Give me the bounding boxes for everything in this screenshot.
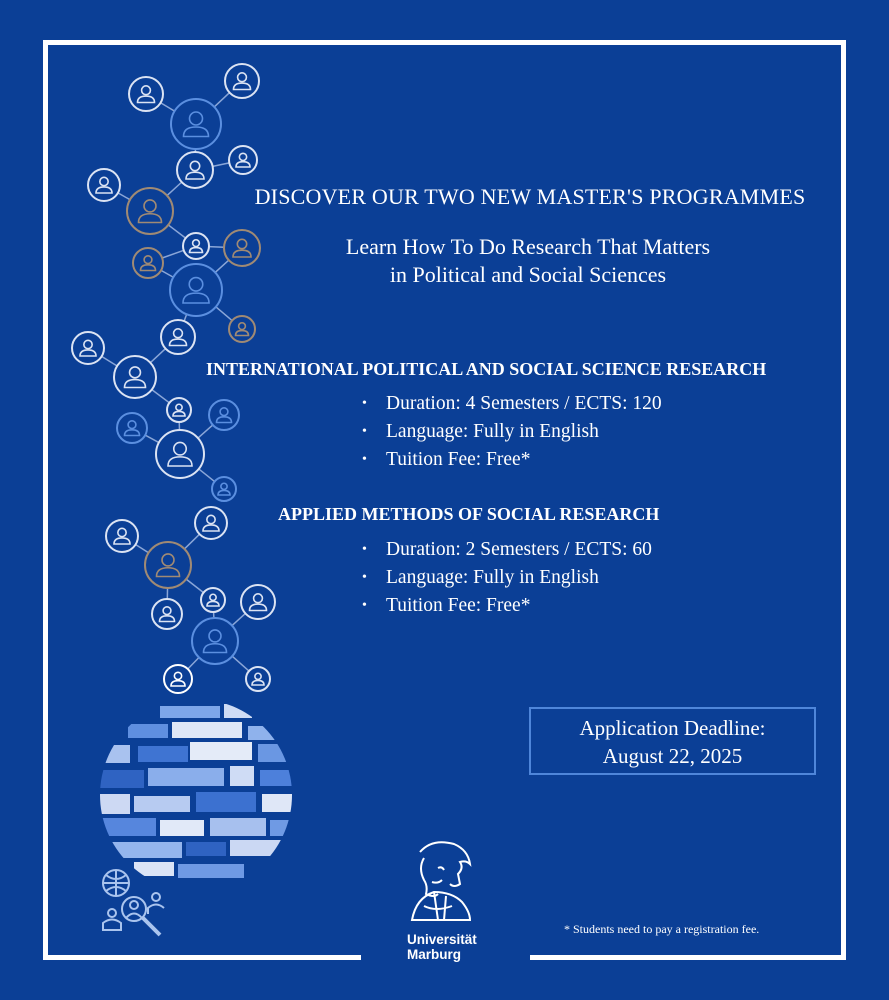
programme-2-title: APPLIED METHODS OF SOCIAL RESEARCH (278, 504, 660, 524)
network-connection (216, 307, 232, 321)
person-network-icon (88, 169, 120, 201)
person-network-icon (164, 665, 192, 693)
person-network-icon (167, 398, 191, 422)
programme-1-title: INTERNATIONAL POLITICAL AND SOCIAL SCIENCE RESEARCH (206, 359, 767, 379)
network-connection (184, 314, 187, 321)
network-connection (136, 545, 149, 553)
network-connection (188, 657, 199, 668)
network-connection (186, 579, 203, 593)
network-connection (145, 435, 159, 442)
network-connection (102, 356, 118, 366)
network-connection (162, 250, 184, 258)
university-name (407, 932, 497, 962)
person-network-icon (161, 320, 195, 354)
programme-2-fact: • Duration: 2 Semesters / ECTS: 60 (362, 536, 652, 564)
person-network-icon (156, 430, 204, 478)
deadline-label: Application Deadline: (579, 716, 766, 740)
programme-1-fact: • Duration: 4 Semesters / ECTS: 120 (362, 390, 662, 418)
network-connection (118, 193, 130, 200)
network-connection (198, 425, 213, 438)
programme-1-facts (362, 390, 662, 474)
person-network-icon (183, 233, 209, 259)
network-connection (168, 225, 185, 238)
deadline-date: August 22, 2025 (602, 744, 743, 768)
network-connection (150, 349, 165, 363)
network-connection (199, 469, 215, 482)
network-connection (161, 103, 175, 111)
person-network-icon (209, 400, 239, 430)
subheadline (210, 233, 846, 289)
person-network-icon (246, 667, 270, 691)
network-connection (213, 163, 230, 166)
globe-icon (100, 704, 296, 878)
registration-fee-footnote: * Students need to pay a registration fee. (564, 922, 760, 936)
person-network-icon (229, 316, 255, 342)
network-connection (167, 182, 182, 195)
person-network-icon (117, 413, 147, 443)
person-network-icon (127, 188, 173, 234)
network-connection (184, 534, 199, 549)
person-network-icon (241, 585, 275, 619)
person-network-icon (106, 520, 138, 552)
application-deadline-box (529, 707, 816, 775)
network-connection (161, 270, 173, 277)
person-network-icon (145, 542, 191, 588)
person-network-icon (195, 507, 227, 539)
person-network-icon (229, 146, 257, 174)
person-network-icon (212, 477, 236, 501)
person-network-icon (177, 152, 213, 188)
person-network-icon (201, 588, 225, 612)
subheadline-line-2: in Political and Social Sciences (389, 262, 667, 287)
network-connection (214, 93, 229, 107)
headline: DISCOVER OUR TWO NEW MASTER'S PROGRAMMES (254, 184, 806, 209)
network-connection (232, 656, 249, 671)
person-network-icon (152, 599, 182, 629)
person-network-icon (225, 64, 259, 98)
programme-2-fact: • Language: Fully in English (362, 564, 652, 592)
programme-1-fact: • Tuition Fee: Free* (362, 446, 662, 474)
university-name-line-1: Universität (407, 932, 477, 947)
subheadline-line-1: Learn How To Do Research That Matters (345, 234, 711, 259)
person-network-icon (192, 618, 238, 664)
network-connection (152, 390, 170, 403)
programme-1-fact: • Language: Fully in English (362, 418, 662, 446)
person-network-icon (114, 356, 156, 398)
research-people-icon (103, 870, 164, 935)
person-network-icon (72, 332, 104, 364)
person-network-icon (129, 77, 163, 111)
network-connection (232, 613, 245, 625)
programme-2-facts (362, 536, 652, 620)
university-seal-icon (412, 842, 470, 920)
programme-2-fact: • Tuition Fee: Free* (362, 592, 652, 620)
person-network-icon (133, 248, 163, 278)
university-name-line-2: Marburg (407, 947, 461, 962)
person-network-icon (171, 99, 221, 149)
network-connections (102, 93, 249, 671)
